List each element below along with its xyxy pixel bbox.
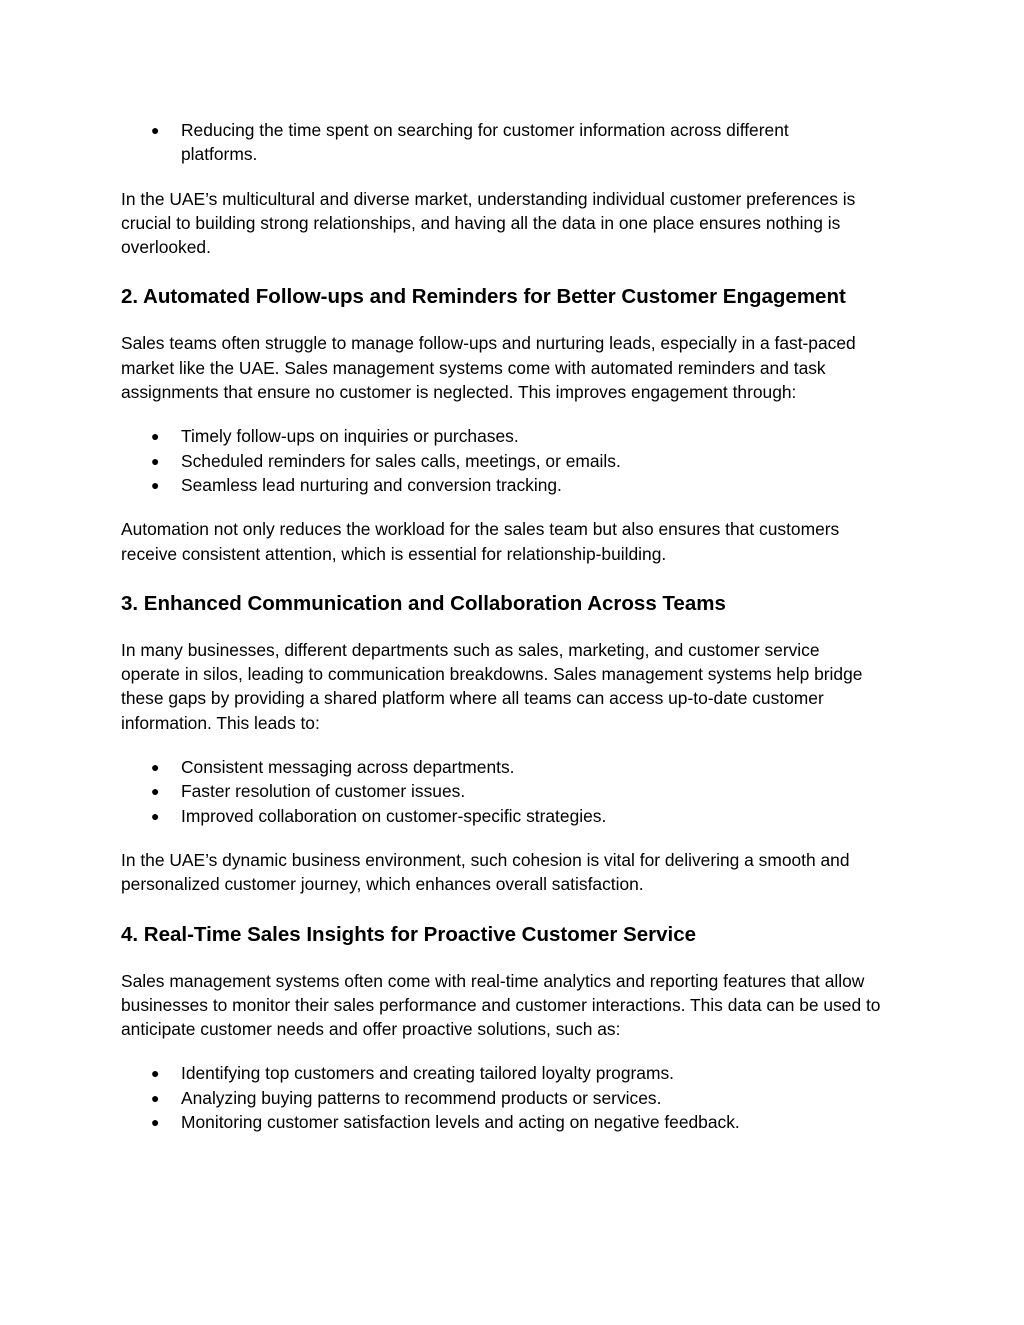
- list-item: [121, 449, 911, 473]
- list-item-text: Seamless lead nurturing and conversion tracking.: [181, 474, 562, 495]
- intro-bullet-list: [121, 118, 911, 167]
- section-closing-paragraph: In the UAE’s dynamic business environment, such cohesion is vital for delivering a smooth and personalized customer journey, which enhances overall satisfaction.: [121, 849, 850, 895]
- list-item: [121, 755, 911, 779]
- section-bullet-list: [121, 1061, 911, 1134]
- section-paragraph: Sales management systems often come with real-time analytics and reporting features that allow businesses to monitor their sales performance and customer interactions. This data can be used to anticipate customer needs and offer proactive solutions, such as:: [121, 970, 881, 1040]
- section-bullet-list: [121, 755, 911, 828]
- bullet-icon: ●: [151, 807, 160, 824]
- section-paragraph: In many businesses, different departments such as sales, marketing, and customer service operate in silos, leading to communication breakdowns. Sales management systems help bridge these gaps by providing a shared platform where all teams can access up-to-date customer information. This leads to:: [121, 639, 863, 733]
- list-item-text: Reducing the time spent on searching for customer information across different platforms.: [181, 120, 789, 165]
- list-item-text: Faster resolution of customer issues.: [181, 781, 466, 802]
- list-item-text: Scheduled reminders for sales calls, meetings, or emails.: [181, 450, 621, 471]
- list-item: [121, 1061, 911, 1085]
- bullet-icon: ●: [151, 783, 160, 800]
- intro-paragraph: In the UAE’s multicultural and diverse market, understanding individual customer preferences is crucial to building strong relationships, and having all the data in one place ensures nothing is overlooked.: [121, 188, 856, 258]
- list-item: [121, 424, 911, 448]
- bullet-icon: ●: [151, 759, 160, 776]
- section-closing-paragraph: Automation not only reduces the workload for the sales team but also ensures that customers receive consistent attention, which is essential for relationship-building.: [121, 519, 840, 564]
- bullet-icon: ●: [151, 1114, 160, 1131]
- list-item-text: Monitoring customer satisfaction levels and acting on negative feedback.: [181, 1112, 740, 1133]
- section-heading: 4. Real-Time Sales Insights for Proactive Customer Service: [121, 922, 696, 946]
- section-heading: 2. Automated Follow-ups and Reminders for Better Customer Engagement: [121, 285, 846, 309]
- list-item-text: Identifying top customers and creating tailored loyalty programs.: [181, 1063, 674, 1084]
- bullet-icon: ●: [151, 122, 160, 138]
- list-item: [121, 1110, 911, 1134]
- list-item-text: Improved collaboration on customer-specific strategies.: [181, 805, 607, 826]
- section-paragraph: Sales teams often struggle to manage follow-ups and nurturing leads, especially in a fast-paced market like the UAE. Sales management systems come with automated reminders and task assignments that ensure no customer is neglected. This improves engagement through:: [121, 333, 856, 403]
- list-item: [121, 1086, 911, 1110]
- document-page: [121, 118, 911, 1134]
- list-item: [121, 118, 911, 167]
- bullet-icon: ●: [151, 476, 160, 493]
- bullet-icon: ●: [151, 1089, 160, 1106]
- list-item: [121, 473, 911, 497]
- bullet-icon: ●: [151, 1065, 160, 1082]
- bullet-icon: ●: [151, 428, 160, 445]
- section-bullet-list: [121, 424, 911, 497]
- list-item: [121, 804, 911, 828]
- list-item-text: Timely follow-ups on inquiries or purchases.: [181, 426, 519, 447]
- section-heading: 3. Enhanced Communication and Collaboration Across Teams: [121, 591, 726, 615]
- list-item-text: Consistent messaging across departments.: [181, 757, 515, 778]
- list-item: [121, 779, 911, 803]
- bullet-icon: ●: [151, 452, 160, 469]
- list-item-text: Analyzing buying patterns to recommend products or services.: [181, 1087, 662, 1108]
